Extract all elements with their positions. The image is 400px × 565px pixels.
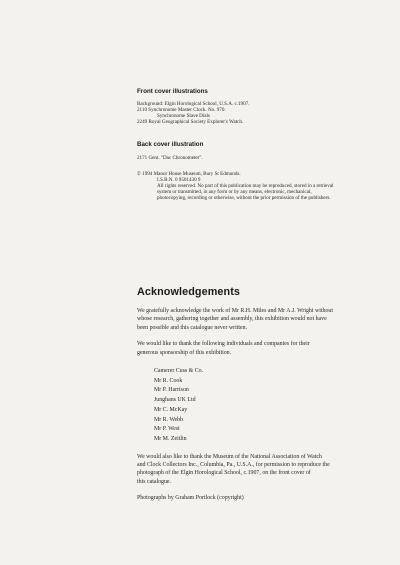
- sponsor-item: Mr M. Zeitlin: [154, 435, 187, 442]
- sponsor-item: Mr R. Webb: [154, 416, 184, 423]
- front-cover-line: 2249 Royal Geographical Society Explorer's Watch.: [137, 119, 244, 126]
- photo-credit: Photographs by Graham Portlock (copyright): [137, 495, 244, 502]
- sponsor-item: Mr R. Cook: [154, 377, 183, 384]
- copyright-line: © 1994 Manor House Museum, Bury St Edmunds.: [137, 171, 241, 177]
- copyright-line: system or transmitted, in any form or by any means, electronic, mechanical,: [157, 189, 312, 196]
- copyright-line: All rights reserved. No part of this publication may be reproduced, stored in a retrieval: [157, 183, 334, 190]
- paragraph-line: We would also like to thank the Museum of the National Association of Watch: [137, 453, 322, 460]
- sponsor-item: Mr C. McKay: [154, 406, 188, 413]
- museum-paragraph: [137, 453, 377, 487]
- paragraph-line: We gratefully acknowledge the work of Mr R.H. Miles and Mr A.J. Wright without: [137, 308, 333, 314]
- sponsorship-paragraph: [137, 340, 377, 357]
- front-cover-line: Synchronome Slave Dials: [157, 113, 210, 120]
- sponsor-item: Junghans UK Ltd: [154, 397, 196, 404]
- acknowledgements-section: [137, 286, 377, 503]
- front-cover-section: [137, 88, 249, 125]
- copyright-block: [137, 171, 334, 201]
- sponsor-list: [137, 367, 377, 445]
- paragraph-line: and Clock Collectors Inc., Columbia, Pa., U.S.A., for permission to reproduce the: [137, 462, 330, 469]
- back-cover-heading: Back cover illustration: [137, 141, 204, 148]
- sponsor-item: Camerer Cuss & Co.: [154, 368, 204, 375]
- paragraph-line: photograph of the Elgin Horological School, c.1907, on the front cover of: [137, 470, 311, 477]
- acknowledgement-paragraph: [137, 307, 377, 332]
- front-cover-heading: Front cover illustrations: [137, 88, 208, 95]
- sponsor-item: Mr P. West: [154, 426, 180, 433]
- copyright-line: photocopying, recording or otherwise, without the prior permission of the publishers.: [157, 195, 331, 202]
- paragraph-line: We would like to thank the following individuals and companies for their: [137, 341, 310, 348]
- back-cover-section: [137, 141, 203, 161]
- paragraph-line: generous sponsorship of this exhibition.: [137, 349, 232, 356]
- paragraph-line: whose research, gathering together and assembly, this exhibition would not have: [137, 316, 327, 323]
- front-cover-line: Background: Elgin Horological School, U.S.A. c.1907.: [137, 101, 250, 107]
- back-cover-line: 2171 Gent. "Dac Chronometer".: [137, 155, 203, 161]
- isbn-line: I.S.B.N. 0 9501430 9: [157, 177, 201, 184]
- paragraph-line: been possible and this catalogue never written.: [137, 324, 248, 331]
- sponsor-item: Mr P. Harrison: [154, 387, 189, 394]
- front-cover-line: 2110 Synchronome Master Clock. No. 970.: [137, 107, 226, 114]
- acknowledgements-heading: Acknowledgements: [137, 286, 240, 298]
- paragraph-line: this catalogue.: [137, 478, 172, 485]
